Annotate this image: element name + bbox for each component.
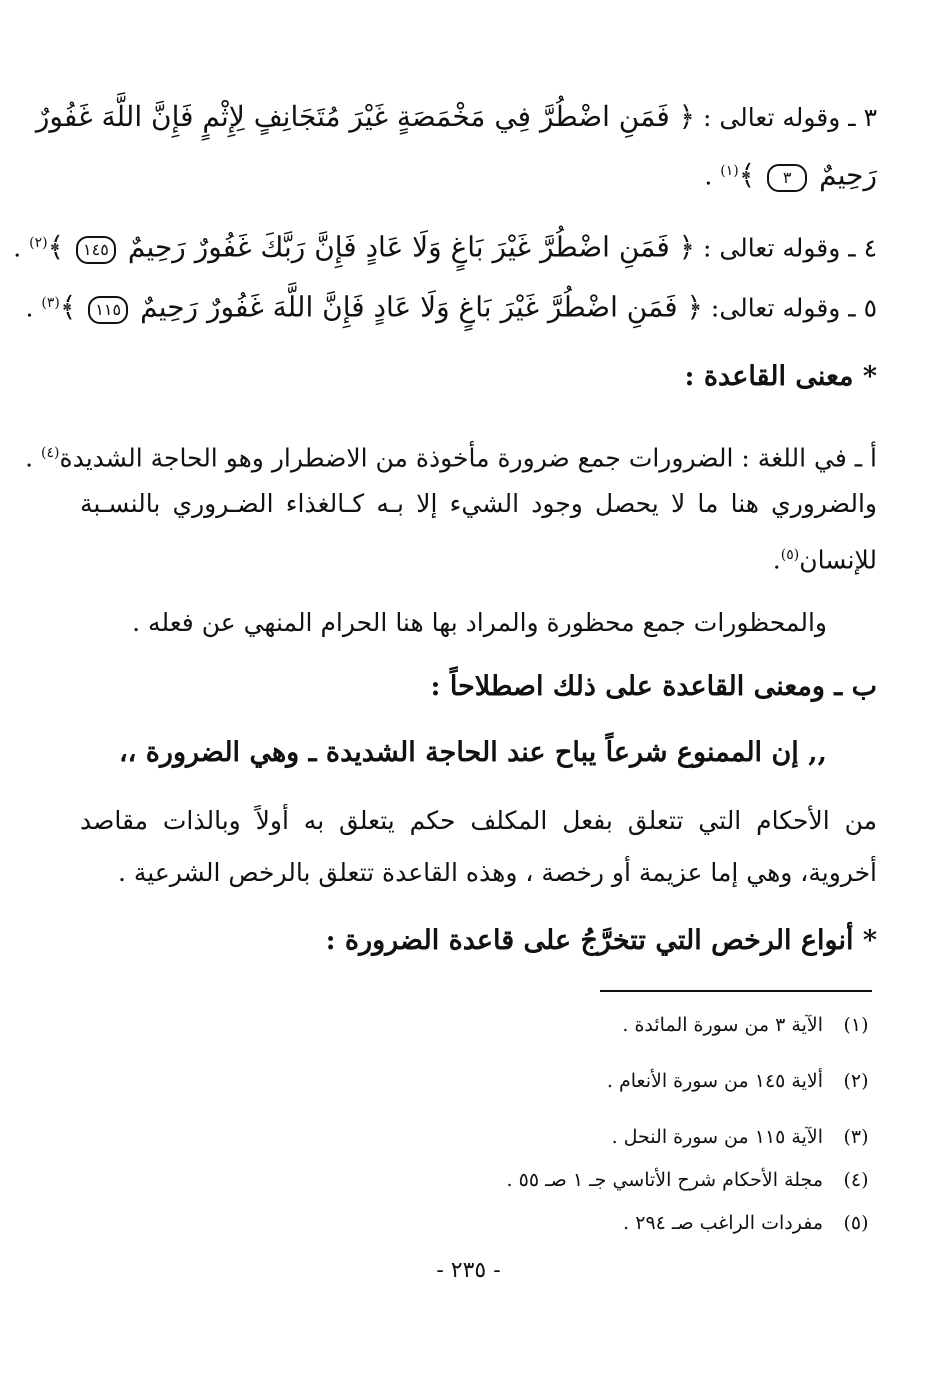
item3-footnote-ref: (١) [720,163,739,179]
item3-verse-close: ﴾ [738,158,756,192]
para-rules-line1: من الأحكام التي تتعلق بفعل المكلف حكم يتعلق به أولاً وبالذات مقاصد [80,806,877,835]
para-a-line3-text: للإنسان [799,545,877,575]
item3-end: . [704,161,713,191]
footnote-separator [600,990,872,992]
item5-footnote-ref: (٣) [41,295,60,311]
para-a-line3 [80,536,877,579]
footnote-1 [200,1010,875,1040]
item5-line [25,284,877,327]
heading-meaning: * معنى القاعدة : [684,361,877,392]
item5-verse: ﴿ فَمَنِ اضْطُرَّ غَيْرَ بَاغٍ وَلَا عَادٍ فَإِنَّ اللَّهَ غَفُورٌ رَحِيمٌ [140,290,703,324]
para-rules-line2: أخروية، وهي إما عزيمة أو رخصة ، وهذه القاعدة تتعلق بالرخص الشرعية . [118,858,877,887]
para-a-line1 [25,434,877,477]
footnote-text: ألاية ١٤٥ من سورة الأنعام . [606,1070,823,1092]
rule-quote: ,, إن الممنوع شرعاً يباح عند الحاجة الشديدة ـ وهي الضرورة ،، [118,737,827,768]
item4-line [13,224,877,267]
item4-footnote-ref: (٢) [29,235,48,251]
item4-verse-close: ﴾ [47,230,64,264]
footnote-number: (٢) [843,1070,869,1092]
page-number: - ٢٣٥ - [436,1258,501,1283]
footnote-text: مفردات الراغب صـ ٢٩٤ . [623,1212,823,1234]
footnote-text: الآية ١١٥ من سورة النحل . [611,1126,823,1148]
footnote-2 [200,1066,875,1096]
para-a-line2: والضروري هنا ما لا يحصل وجود الشيء إلا بـه كـالغذاء الضـروري بالنسـبة [80,489,877,518]
heading-types: * أنواع الرخص التي تتخرَّجُ على قاعدة الضرورة : [325,925,877,956]
ayah-number-medallion: ٣ [767,164,807,192]
item4-prefix: ٤ ـ وقوله تعالى : [702,233,877,263]
para-a-line1-end: . [25,443,34,473]
ayah-number-medallion: ١٤٥ [76,236,116,264]
item5-verse-close: ﴾ [59,290,77,324]
item3-verse-line2: رَحِيمٌ [819,158,877,192]
footnote-3 [200,1122,875,1152]
ayah-number-medallion: ١١٥ [88,296,128,324]
para-a-line1-text: أ ـ في اللغة : الضرورات جمع ضرورة مأخوذة من الاضطرار وهو الحاجة الشديدة [59,443,877,473]
item4-verse: ﴿ فَمَنِ اضْطُرَّ غَيْرَ بَاغٍ وَلَا عَادٍ فَإِنَّ رَبَّكَ غَفُورٌ رَحِيمٌ [127,230,696,264]
item5-end: . [25,293,34,323]
item4-end: . [13,233,22,263]
para-mahzurat: والمحظورات جمع محظورة والمراد بها هنا الحرام المنهي عن فعله . [132,608,827,637]
footnote-text: مجلة الأحكام شرح الأتاسي جـ ١ صـ ٥٥ . [506,1169,823,1191]
item3-line1 [35,98,877,137]
item5-prefix: ٥ ـ وقوله تعالى: [710,293,877,323]
heading-b: ب ـ ومعنى القاعدة على ذلك اصطلاحاً : [430,671,877,702]
footnote-number: (٤) [843,1169,869,1191]
footnote-number: (١) [843,1014,869,1036]
para-a-footnote-ref-5: (٥) [780,547,800,563]
footnote-5 [200,1208,875,1238]
item3-verse-line1: ﴿ فَمَنِ اضْطُرَّ فِي مَخْمَصَةٍ غَيْرَ مُتَجَانِفٍ لِإِثْمٍ فَإِنَّ اللَّهَ غَفُورٌ [35,100,696,133]
para-a-footnote-ref-4: (٤) [41,445,60,461]
footnote-number: (٥) [843,1212,869,1234]
para-a-line3-end: . [772,545,781,575]
item3-prefix: ٣ ـ وقوله تعالى : [702,103,877,132]
footnote-number: (٣) [843,1126,869,1148]
footnote-text: الآية ٣ من سورة المائدة . [622,1014,823,1036]
footnote-4 [200,1165,875,1195]
item3-line2 [80,152,877,195]
